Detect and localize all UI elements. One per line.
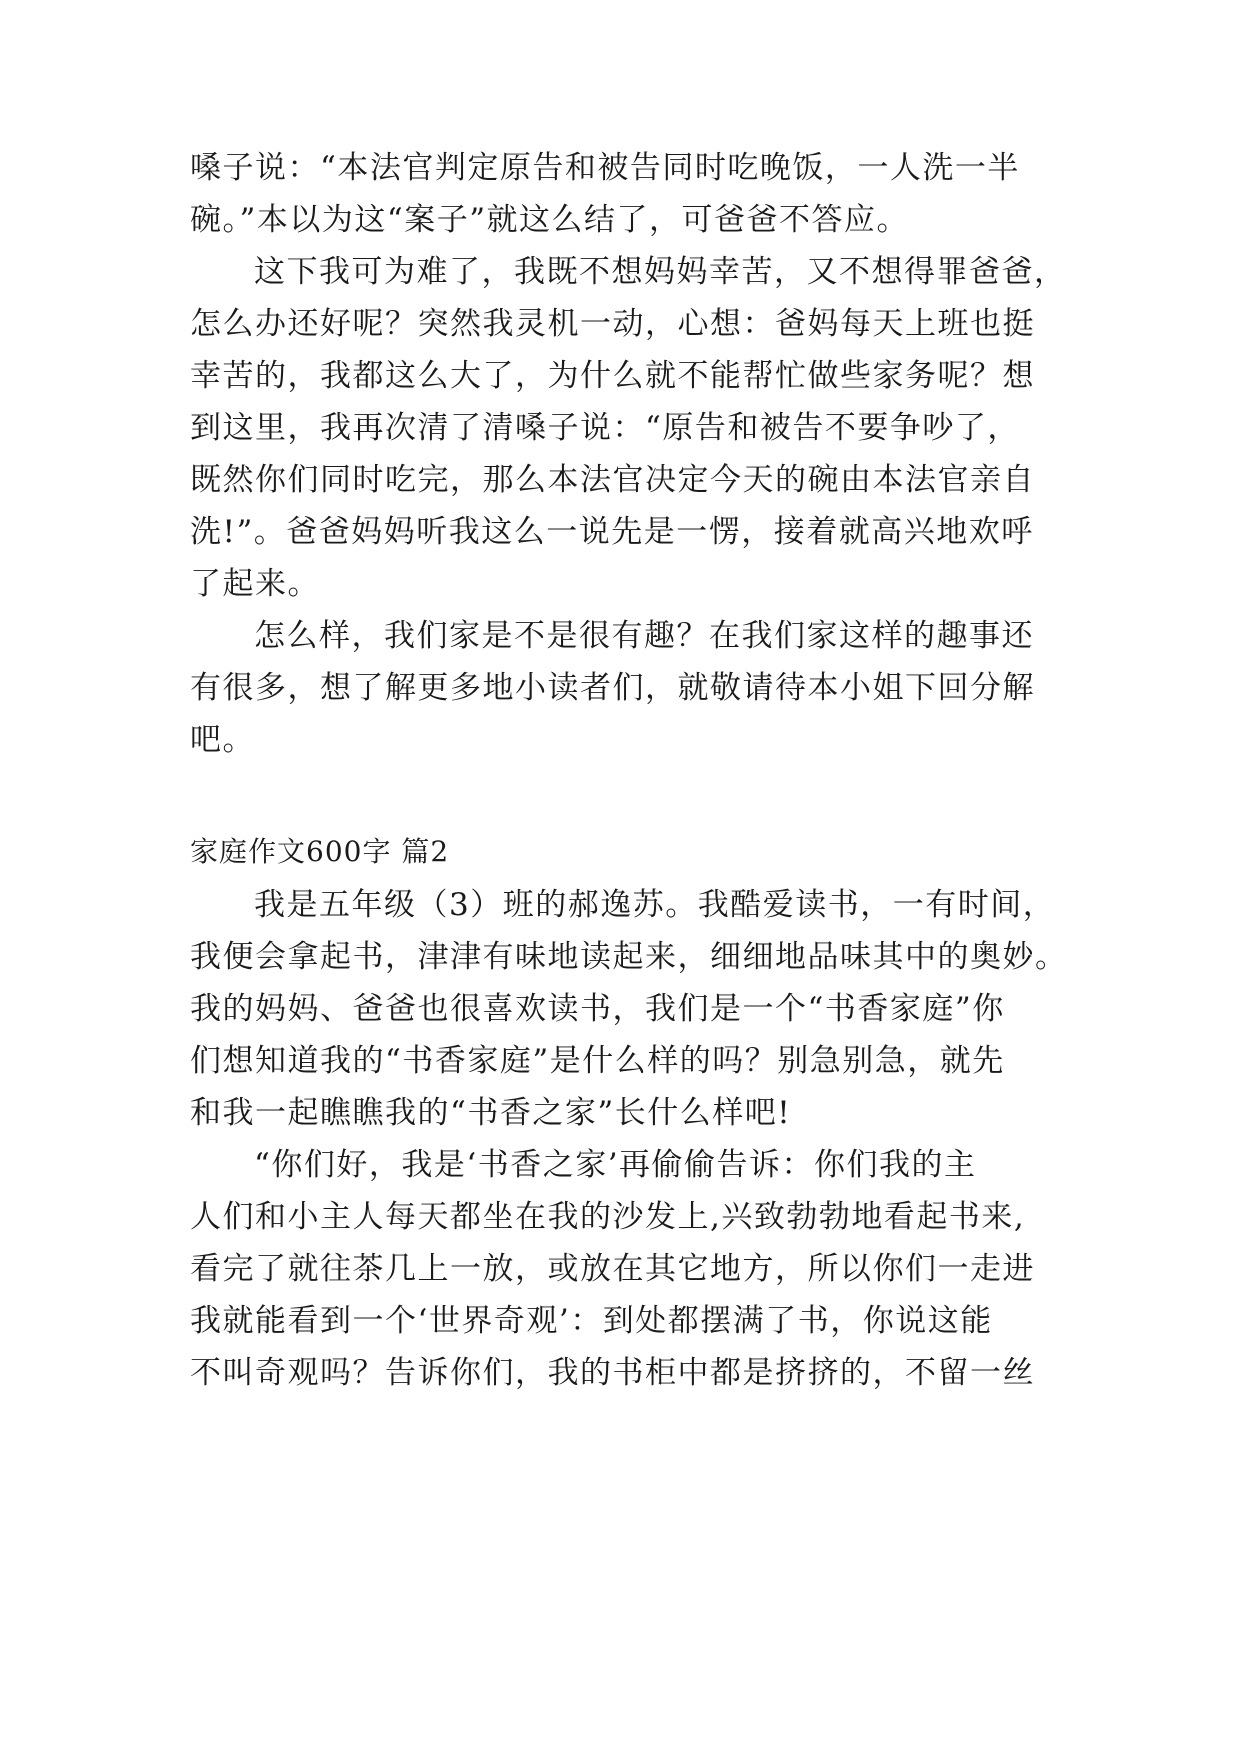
text-line: 有很多，想了解更多地小读者们，就敬请待本小姐下回分解 [190,670,1035,706]
text-line: 我的妈妈、爸爸也很喜欢读书，我们是一个“书香家庭”你 [190,991,1005,1027]
text-line: 怎么办还好呢？突然我灵机一动，心想：爸妈每天上班也挺 [190,306,1035,342]
paragraph-first-line: 这下我可为难了，我既不想妈妈幸苦，又不想得罪爸爸， [254,254,1067,290]
text-line: 我便会拿起书，津津有味地读起来，细细地品味其中的奥妙。 [190,939,1068,975]
text-line: 碗。”本以为这“案子”就这么结了，可爸爸不答应。 [190,202,910,238]
section-heading: 家庭作文600字 篇2 [190,835,450,868]
text-line: 不叫奇观吗？告诉你们，我的书柜中都是挤挤的，不留一丝 [190,1355,1035,1391]
text-line: 嗓子说：“本法官判定原告和被告同时吃晚饭，一人洗一半 [190,150,1020,186]
text-line: 到这里，我再次清了清嗓子说：“原告和被告不要争吵了， [190,410,1020,446]
text-line: 幸苦的，我都这么大了，为什么就不能帮忙做些家务呢？想 [190,358,1035,394]
text-line: 人们和小主人每天都坐在我的沙发上,兴致勃勃地看起书来, [190,1199,1026,1235]
text-line: 吧。 [190,722,255,758]
text-line: 我就能看到一个‘世界奇观’：到处都摆满了书，你说这能 [190,1303,993,1339]
text-line: 们想知道我的“书香家庭”是什么样的吗？别急别急，就先 [190,1043,1005,1079]
text-line: 和我一起瞧瞧我的“书香之家”长什么样吧! [190,1095,792,1131]
paragraph-first-line: 我是五年级（3）班的郝逸苏。我酷爱读书，一有时间， [254,887,1056,923]
text-line: 既然你们同时吃完，那么本法官决定今天的碗由本法官亲自 [190,462,1035,498]
text-line: 了起来。 [190,566,320,602]
text-line: 看完了就往茶几上一放，或放在其它地方，所以你们一走进 [190,1251,1035,1287]
paragraph-first-line: 怎么样，我们家是不是很有趣？在我们家这样的趣事还 [254,618,1034,654]
text-line: 洗!”。爸爸妈妈听我这么一说先是一愣，接着就高兴地欢呼 [190,514,1034,550]
paragraph-first-line: “你们好，我是‘书香之家’再偷偷告诉：你们我的主 [254,1147,977,1183]
